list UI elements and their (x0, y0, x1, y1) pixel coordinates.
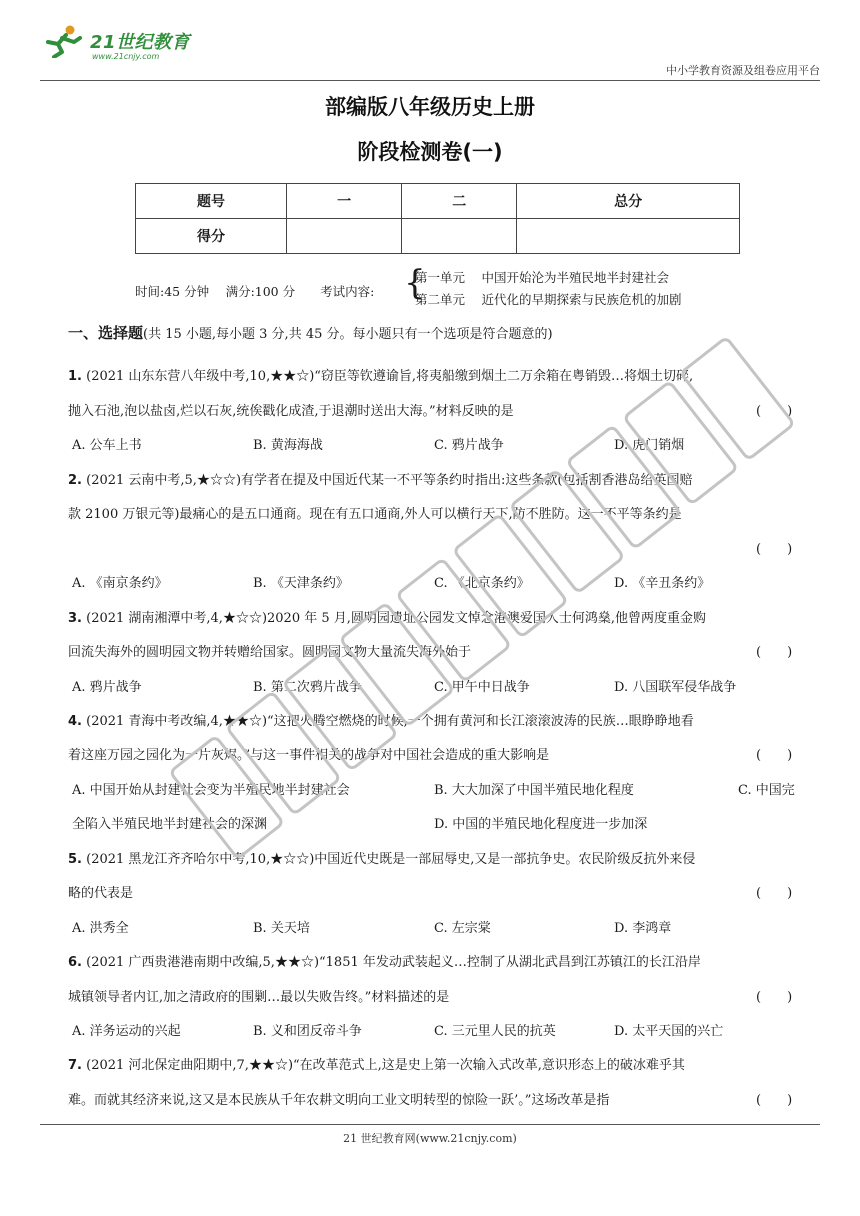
option-b[interactable]: B. 义和团反帝斗争 (253, 1024, 362, 1039)
question-6-line-1 (68, 951, 701, 970)
question-number: 2. (68, 473, 82, 488)
option-b[interactable]: B. 大大加深了中国半殖民地化程度 (434, 783, 634, 798)
question-text: (2021 山东东营八年级中考,10,★★☆)“窃臣等钦遵谕旨,将夷船缴到烟土二万余箱在粤销毁…将烟土切碎, (81, 369, 694, 384)
option-b[interactable]: B. 关天培 (253, 921, 310, 936)
score-header-cell: 题号 (136, 184, 287, 219)
section-title: 一、选择题 (68, 324, 144, 342)
option-c-continued[interactable]: 全陷入半殖民地半封建社会的深渊 (72, 817, 268, 832)
score-table-row (136, 219, 740, 254)
question-number: 4. (68, 714, 82, 729)
question-text: (2021 广西贵港港南期中改编,5,★★☆)“1851 年发动武装起义…控制了从湖北武昌到江苏镇江的长江沿岸 (81, 955, 701, 970)
answer-bracket[interactable]: ( ) (756, 404, 793, 419)
option-c[interactable]: C. 左宗棠 (434, 921, 491, 936)
question-2-line-1 (68, 469, 692, 488)
score-cell[interactable] (287, 219, 402, 254)
question-1-line-2: 抛入石池,泡以盐卤,烂以石灰,统俟戳化成渣,于退潮时送出大海。”材料反映的是 (68, 404, 514, 419)
question-5-line-2: 略的代表是 (68, 886, 134, 901)
section-heading (68, 322, 553, 343)
option-c[interactable]: C. 三元里人民的抗英 (434, 1024, 556, 1039)
question-3-line-1 (68, 607, 706, 626)
option-d[interactable]: D. 李鸿章 (614, 921, 672, 936)
option-d[interactable]: D. 《辛丑条约》 (614, 576, 711, 591)
option-b[interactable]: B. 《天津条约》 (253, 576, 349, 591)
option-a[interactable]: A. 鸦片战争 (72, 680, 142, 695)
answer-bracket[interactable]: ( ) (756, 748, 793, 763)
header-divider (40, 80, 820, 81)
option-c[interactable]: C. 中国完 (738, 783, 795, 798)
question-text: (2021 青海中考改编,4,★★☆)“这把火腾空燃烧的时候,一个拥有黄河和长江滚滚波涛的民族…眼睁睁地看 (81, 714, 694, 729)
question-3-line-2: 回流失海外的圆明园文物并转赠给国家。圆明园文物大量流失海外始于 (68, 645, 472, 660)
question-4-line-1 (68, 710, 694, 729)
question-6-line-2: 城镇领导者内讧,加之清政府的围剿…最以失败告终。”材料描述的是 (68, 990, 450, 1005)
question-text: (2021 湖南湘潭中考,4,★☆☆)2020 年 5 月,圆明园遗址公园发文悼念港澳爱国人士何鸿燊,他曾两度重金购 (81, 611, 707, 626)
exam-time-score: 时间:45 分钟 满分:100 分 考试内容: (135, 284, 375, 299)
running-figure-logo-icon (40, 24, 86, 58)
page-title: 部编版八年级历史上册 (325, 95, 535, 119)
question-number: 7. (68, 1058, 82, 1073)
score-table-header-row (136, 184, 740, 219)
question-number: 3. (68, 611, 82, 626)
question-7-line-2: 难。而就其经济来说,这又是本民族从千年农耕文明向工业文明转型的惊险一跃’。”这场改革是指 (68, 1093, 610, 1108)
question-2-line-2: 款 2100 万银元等)最痛心的是五口通商。现在有五口通商,外人可以横行天下,防不胜防。这一不平等条约是 (68, 507, 682, 522)
score-header-cell: 总分 (517, 184, 740, 219)
option-c[interactable]: C. 甲午中日战争 (434, 680, 530, 695)
option-d[interactable]: D. 太平天国的兴亡 (614, 1024, 724, 1039)
question-text: (2021 黑龙江齐齐哈尔中考,10,★☆☆)中国近代史既是一部屈辱史,又是一部抗争史。农民阶级反抗外来侵 (81, 852, 696, 867)
section-description: (共 15 小题,每小题 3 分,共 45 分。每小题只有一个选项是符合题意的) (143, 327, 553, 342)
score-header-cell: 二 (402, 184, 517, 219)
score-header-cell: 一 (287, 184, 402, 219)
brace-icon: { (404, 263, 426, 303)
question-number: 1. (68, 369, 82, 384)
answer-bracket[interactable]: ( ) (756, 542, 793, 557)
logo-name: 21世纪教育 (90, 32, 191, 53)
question-5-line-1 (68, 848, 695, 867)
page-header (40, 18, 820, 80)
answer-bracket[interactable]: ( ) (756, 1093, 793, 1108)
score-table (135, 183, 740, 254)
question-number: 6. (68, 955, 82, 970)
option-c[interactable]: C. 鸦片战争 (434, 438, 504, 453)
option-d[interactable]: D. 虎门销烟 (614, 438, 685, 453)
page-footer: 21 世纪教育网(www.21cnjy.com) (343, 1132, 517, 1145)
footer-divider (40, 1124, 820, 1125)
option-d[interactable]: D. 中国的半殖民地化程度进一步加深 (434, 817, 648, 832)
answer-bracket[interactable]: ( ) (756, 990, 793, 1005)
option-a[interactable]: A. 《南京条约》 (72, 576, 168, 591)
answer-bracket[interactable]: ( ) (756, 886, 793, 901)
page-subtitle: 阶段检测卷(一) (357, 140, 503, 164)
option-a[interactable]: A. 洪秀全 (72, 921, 129, 936)
option-c[interactable]: C. 《北京条约》 (434, 576, 530, 591)
question-1-line-1 (68, 365, 693, 384)
option-a[interactable]: A. 洋务运动的兴起 (72, 1024, 181, 1039)
question-number: 5. (68, 852, 82, 867)
question-text: (2021 云南中考,5,★☆☆)有学者在提及中国近代某一不平等条约时指出:这些条款(包括割香港岛给英国赔 (81, 473, 693, 488)
answer-bracket[interactable]: ( ) (756, 645, 793, 660)
exam-unit-1: 第一单元 中国开始沦为半殖民地半封建社会 (415, 270, 669, 285)
score-cell[interactable] (517, 219, 740, 254)
score-row-label: 得分 (136, 219, 287, 254)
question-7-line-1 (68, 1054, 685, 1073)
header-platform-text: 中小学教育资源及组卷应用平台 (666, 64, 820, 77)
option-b[interactable]: B. 第二次鸦片战争 (253, 680, 362, 695)
logo-url: www.21cnjy.com (92, 52, 160, 61)
option-a[interactable]: A. 中国开始从封建社会变为半殖民地半封建社会 (72, 783, 350, 798)
question-text: (2021 河北保定曲阳期中,7,★★☆)“在改革范式上,这是史上第一次输入式改革,意识形态上的破冰难乎其 (81, 1058, 685, 1073)
score-cell[interactable] (402, 219, 517, 254)
exam-unit-2: 第二单元 近代化的早期探索与民族危机的加剧 (415, 292, 682, 307)
option-a[interactable]: A. 公车上书 (72, 438, 142, 453)
question-4-line-2: 着这座万园之园化为一片灰烬。”与这一事件相关的战争对中国社会造成的重大影响是 (68, 748, 550, 763)
option-d[interactable]: D. 八国联军侵华战争 (614, 680, 737, 695)
option-b[interactable]: B. 黄海海战 (253, 438, 323, 453)
